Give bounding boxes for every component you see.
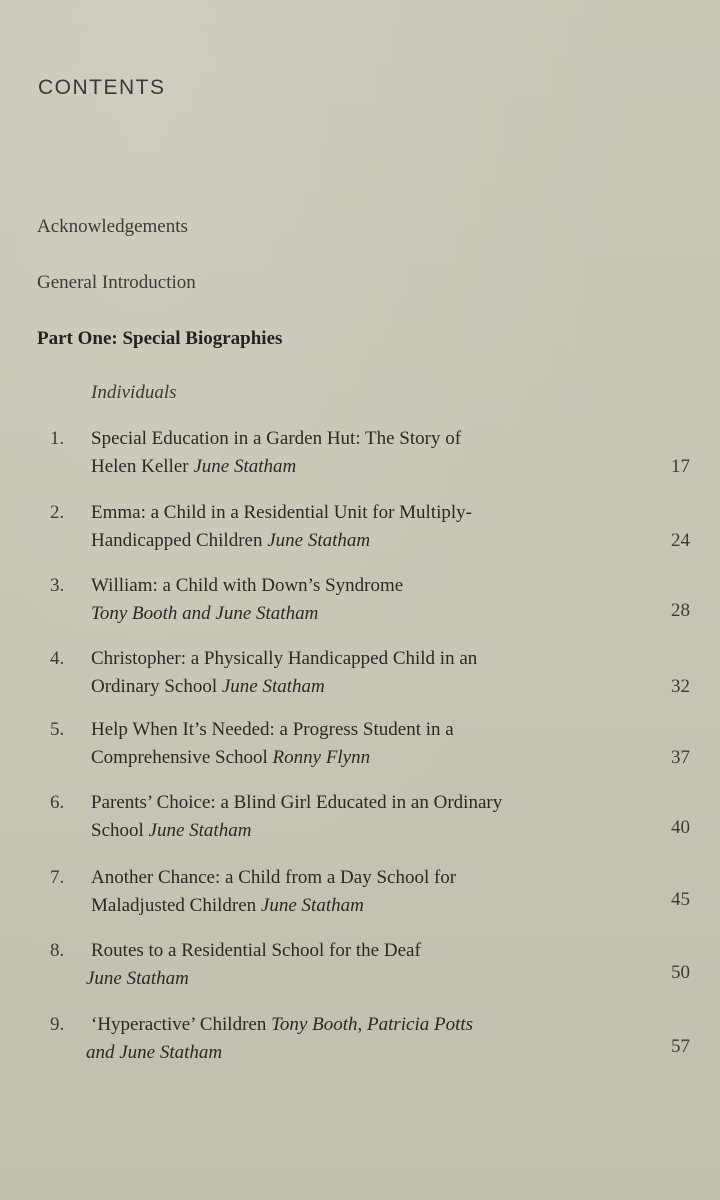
entry-page-number: 32 bbox=[671, 676, 690, 697]
entry-author: June Statham bbox=[86, 968, 189, 989]
entry-line-1 bbox=[91, 719, 454, 741]
entry-line-1 bbox=[91, 792, 502, 814]
entry-line-1 bbox=[91, 1014, 473, 1036]
entry-line-2 bbox=[91, 530, 370, 552]
entry-number: 3. bbox=[50, 575, 65, 596]
entry-page-number: 24 bbox=[671, 530, 690, 551]
entry-line-1 bbox=[91, 940, 421, 962]
entry-line-1 bbox=[91, 648, 477, 670]
entry-number: 9. bbox=[50, 1014, 65, 1035]
entry-author: Tony Booth, Patricia Potts bbox=[271, 1014, 474, 1035]
entry-line-2 bbox=[91, 820, 251, 842]
entry-author: June Statham bbox=[221, 676, 325, 697]
page-title: CONTENTS bbox=[38, 76, 166, 99]
toc-entry bbox=[0, 719, 720, 779]
entry-title: Christopher: a Physically Handicapped Child in an bbox=[91, 648, 478, 669]
entry-page-number: 17 bbox=[671, 456, 690, 477]
entry-line-2 bbox=[91, 747, 370, 769]
toc-entry bbox=[0, 940, 720, 1000]
entry-number: 7. bbox=[50, 867, 65, 888]
toc-entry bbox=[0, 428, 720, 488]
entry-title: Routes to a Residential School for the Deaf bbox=[91, 940, 421, 961]
entry-title: Emma: a Child in a Residential Unit for Multiply- bbox=[91, 502, 473, 523]
entry-page-number: 37 bbox=[671, 747, 690, 768]
entry-title: William: a Child with Down’s Syndrome bbox=[91, 575, 404, 596]
toc-entry bbox=[0, 1014, 720, 1074]
entry-author: June Statham bbox=[148, 820, 252, 841]
entry-author: June Statham bbox=[260, 895, 364, 916]
entry-title: Maladjusted Children bbox=[91, 895, 261, 916]
entry-line-2 bbox=[91, 456, 296, 478]
entry-author: and June Statham bbox=[86, 1042, 223, 1063]
entry-number: 2. bbox=[50, 502, 65, 523]
entry-line-2 bbox=[91, 676, 325, 698]
entry-line-2 bbox=[86, 968, 189, 990]
entry-number: 5. bbox=[50, 719, 65, 740]
entry-author: June Statham bbox=[267, 530, 371, 551]
entry-line-1 bbox=[91, 502, 472, 524]
entry-author: Tony Booth and June Statham bbox=[91, 603, 319, 624]
toc-entry bbox=[0, 502, 720, 562]
entry-title: Special Education in a Garden Hut: The Story of bbox=[91, 428, 462, 449]
entry-line-2 bbox=[86, 1042, 222, 1064]
entry-line-2 bbox=[91, 895, 364, 917]
entry-number: 8. bbox=[50, 940, 65, 961]
entry-page-number: 45 bbox=[671, 889, 690, 910]
front-matter-general-introduction: General Introduction bbox=[37, 272, 196, 293]
entry-title: Another Chance: a Child from a Day School for bbox=[91, 867, 457, 888]
section-label: Individuals bbox=[91, 382, 177, 403]
entry-title: ‘Hyperactive’ Children bbox=[91, 1014, 272, 1035]
entry-line-2 bbox=[91, 603, 318, 625]
entry-page-number: 28 bbox=[671, 600, 690, 621]
entry-number: 4. bbox=[50, 648, 65, 669]
entry-number: 6. bbox=[50, 792, 65, 813]
entry-number: 1. bbox=[50, 428, 65, 449]
entry-line-1 bbox=[91, 867, 456, 889]
entry-line-1 bbox=[91, 575, 403, 597]
entry-page-number: 40 bbox=[671, 817, 690, 838]
entry-title: Parents’ Choice: a Blind Girl Educated in an Ordinary bbox=[91, 792, 503, 813]
entry-title: Comprehensive School bbox=[91, 747, 273, 768]
front-matter-acknowledgements: Acknowledgements bbox=[37, 216, 188, 237]
toc-entry bbox=[0, 575, 720, 635]
entry-title: Helen Keller bbox=[91, 456, 194, 477]
entry-author: Ronny Flynn bbox=[272, 747, 371, 768]
toc-entry bbox=[0, 648, 720, 708]
entry-page-number: 57 bbox=[671, 1036, 690, 1057]
toc-entry bbox=[0, 792, 720, 852]
entry-title: Ordinary School bbox=[91, 676, 222, 697]
entry-page-number: 50 bbox=[671, 962, 690, 983]
toc-entry bbox=[0, 867, 720, 927]
part-heading: Part One: Special Biographies bbox=[37, 328, 283, 349]
entry-title: Handicapped Children bbox=[91, 530, 268, 551]
entry-author: June Statham bbox=[193, 456, 297, 477]
entry-title: School bbox=[91, 820, 149, 841]
entry-line-1 bbox=[91, 428, 461, 450]
entry-title: Help When It’s Needed: a Progress Student in a bbox=[91, 719, 454, 740]
